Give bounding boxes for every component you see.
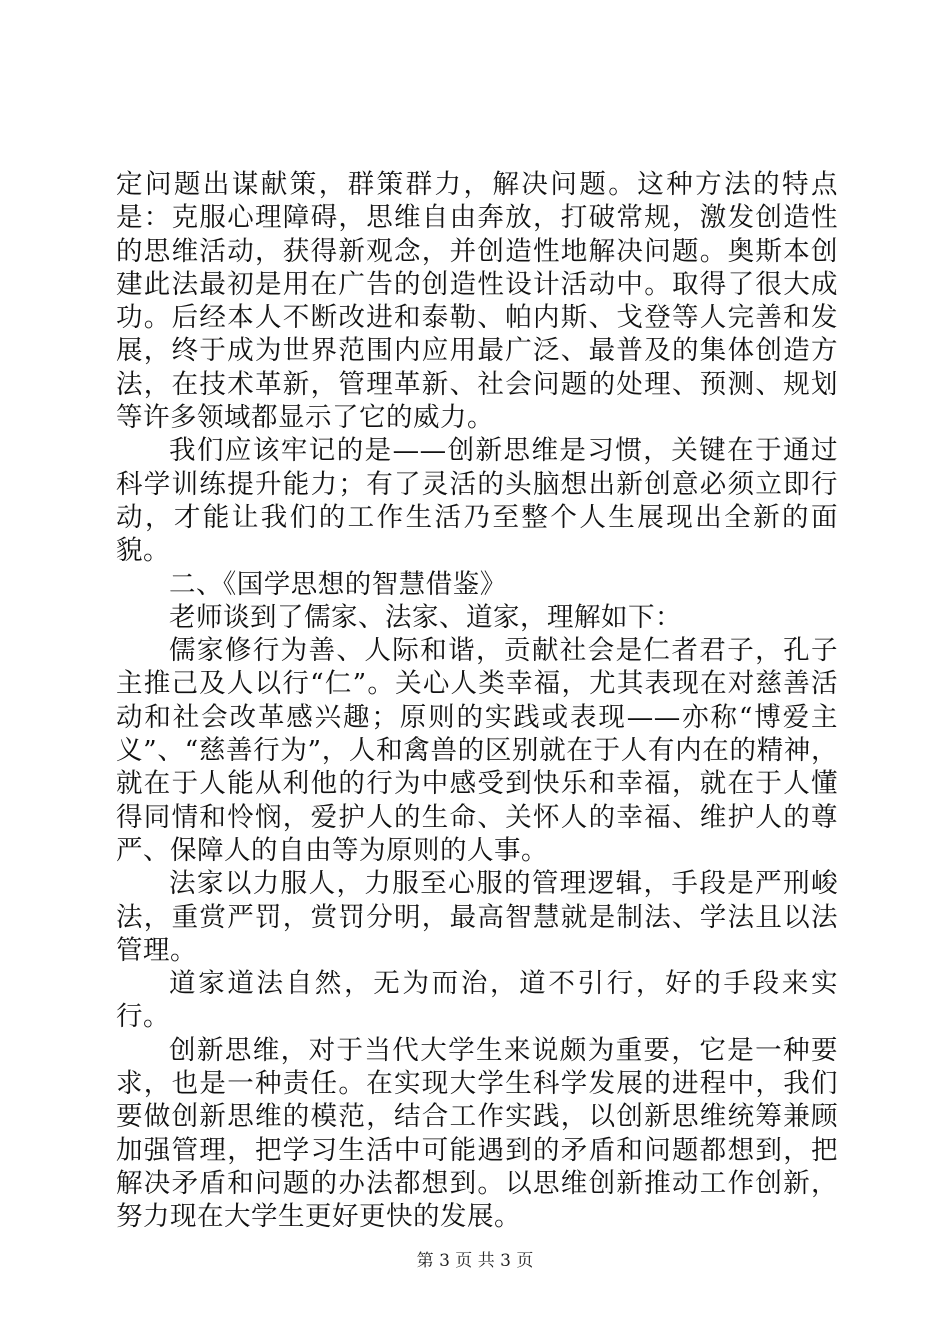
paragraph-4: 老师谈到了儒家、法家、道家，理解如下： [169, 601, 682, 633]
paragraph-2: 我们应该牢记的是——创新思维是习惯，关键在于通过科学训练提升能力；有了灵活的头脑想出新创意必须立即行动，才能让我们的工作生活乃至整个人生展现出全新的面貌。 [116, 435, 838, 567]
paragraph-legalism: 法家以力服人，力服至心服的管理逻辑，手段是严刑峻法，重赏严罚，赏罚分明，最高智慧就是制法、学法且以法管理。 [116, 868, 838, 966]
document-body [116, 168, 838, 1234]
page-number-footer: 第 3 页 共 3 页 [416, 1251, 534, 1271]
paragraph-taoism: 道家道法自然，无为而治，道不引行，好的手段来实行。 [116, 968, 838, 1033]
paragraph-confucianism: 儒家修行为善、人际和谐，贡献社会是仁者君子，孔子主推己及人以行“仁”。关心人类幸福，尤其表现在对慈善活动和社会改革感兴趣；原则的实践或表现——亦称“博爱主义”、“慈善行为”，人和禽兽的区别就在于人有内在的精神，就在于人能从利他的行为中感受到快乐和幸福，就在于人懂得同情和怜悯，爱护人的生命、关怀人的幸福、维护人的尊严、保障人的自由等为原则的人事。 [116, 635, 838, 866]
paragraph-1: 定问题出谋献策，群策群力，解决问题。这种方法的特点是：克服心理障碍，思维自由奔放，打破常规，激发创造性的思维活动，获得新观念，并创造性地解决问题。奥斯本创建此法最初是用在广告的创造性设计活动中。取得了很大成功。后经本人不断改进和泰勒、帕内斯、戈登等人完善和发展，终于成为世界范围内应用最广泛、最普及的集体创造方法，在技术革新，管理革新、社会问题的处理、预测、规划等许多领域都显示了它的威力。 [116, 169, 838, 434]
paragraph-conclusion: 创新思维，对于当代大学生来说颇为重要，它是一种要求，也是一种责任。在实现大学生科学发展的进程中，我们要做创新思维的模范，结合工作实践，以创新思维统筹兼顾加强管理，把学习生活中可能遇到的矛盾和问题都想到，把解决矛盾和问题的办法都想到。以思维创新推动工作创新，努力现在大学生更好更快的发展。 [116, 1034, 838, 1233]
section-heading: 二、《国学思想的智慧借鉴》 [169, 568, 507, 600]
